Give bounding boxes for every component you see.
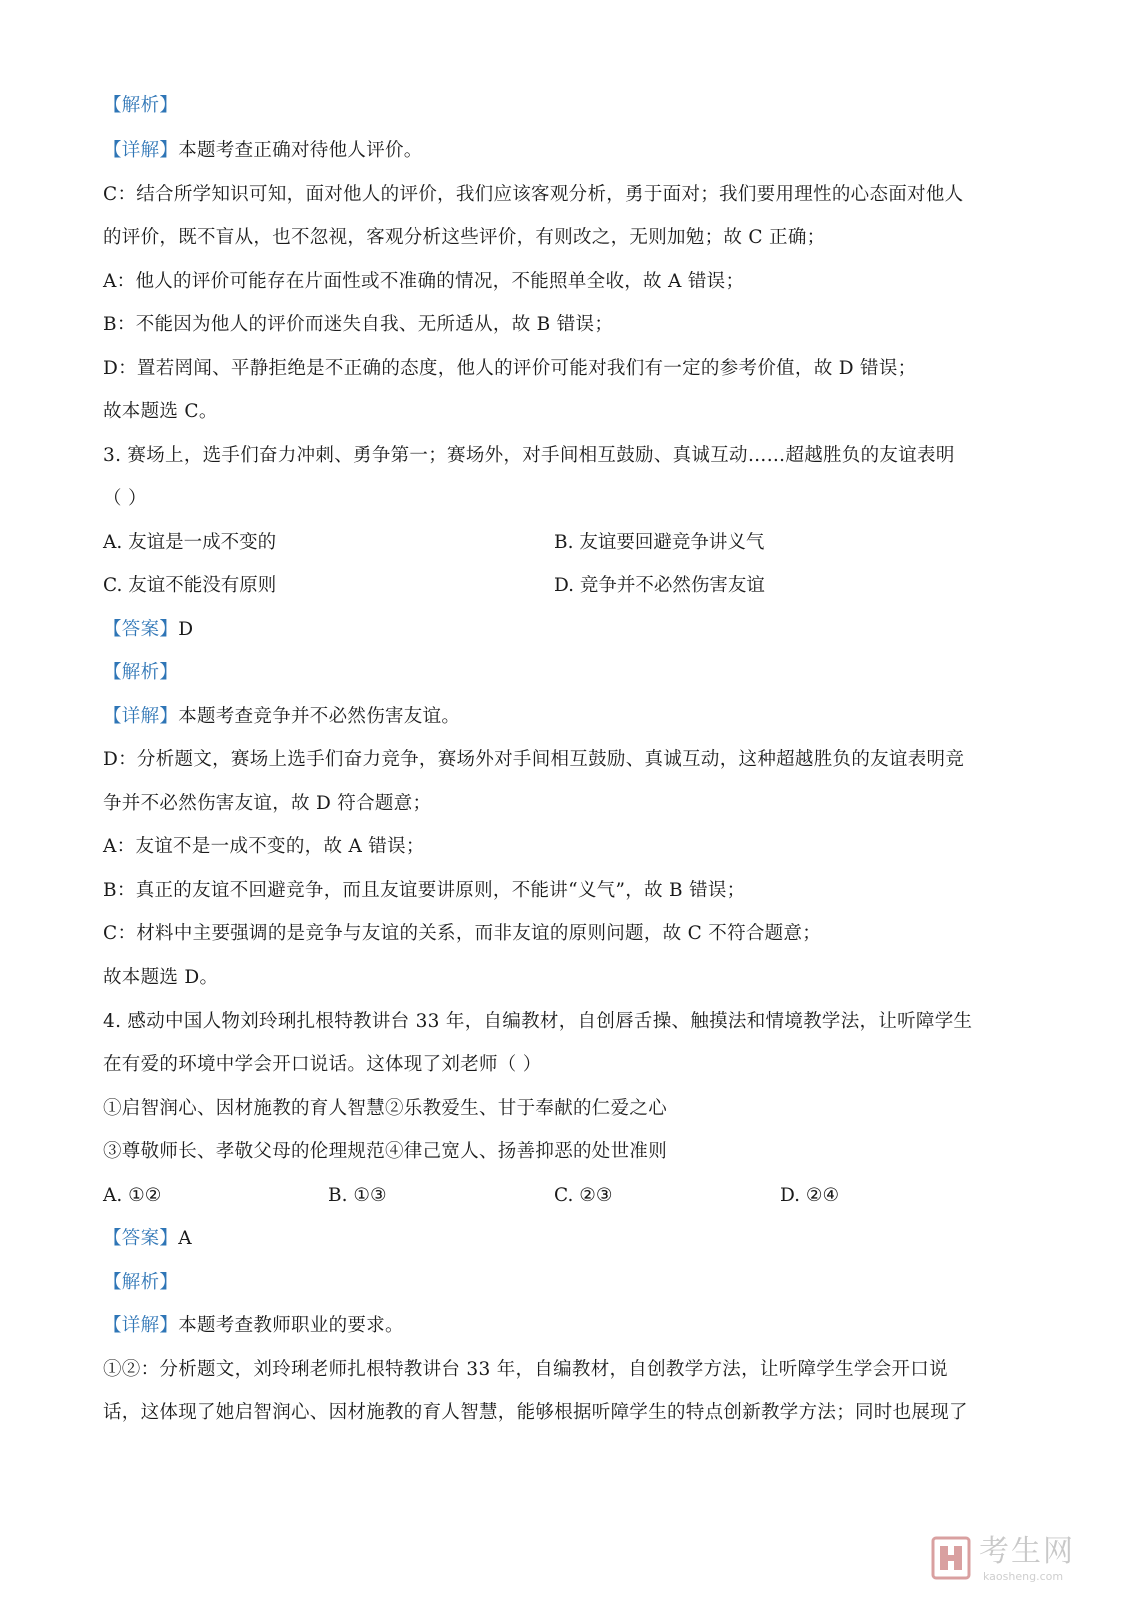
detail-tag: 【详解】 xyxy=(103,140,179,161)
detail-text: 本题考查正确对待他人评价。 xyxy=(178,140,423,161)
answer-tag: 【答案】 xyxy=(103,1228,179,1249)
q4-option-d: D. ②④ xyxy=(780,1185,840,1206)
question-3-stem: 3. 赛场上，选手们奋力冲刺、勇争第一；赛场外，对手间相互鼓励、真诚互动……超越胜负的友谊表明 xyxy=(103,445,955,466)
explanation-line: C：材料中主要强调的是竞争与友谊的关系，而非友谊的原则问题，故 C 不符合题意； xyxy=(103,923,822,944)
detail-paragraph xyxy=(103,139,423,163)
q4-option-b: B. ①③ xyxy=(328,1185,387,1206)
detail-text: 本题考查竞争并不必然伤害友谊。 xyxy=(178,706,461,727)
explanation-line: A：友谊不是一成不变的，故 A 错误； xyxy=(103,836,425,857)
watermark-text: 考生网 xyxy=(979,1534,1075,1569)
conclusion-line: 故本题选 D。 xyxy=(103,967,219,988)
answer-line xyxy=(103,618,193,642)
detail-tag: 【详解】 xyxy=(103,1315,179,1336)
explanation-line: A：他人的评价可能存在片面性或不准确的情况，不能照单全收，故 A 错误； xyxy=(103,271,745,292)
answer-value: D xyxy=(178,619,194,640)
question-3-blank: （ ） xyxy=(103,488,147,509)
explanation-line: 话，这体现了她启智润心、因材施教的育人智慧，能够根据听障学生的特点创新教学方法；同时也展现了 xyxy=(103,1402,968,1423)
analysis-tag: 【解析】 xyxy=(103,662,179,683)
conclusion-line: 故本题选 C。 xyxy=(103,401,218,422)
detail-tag: 【详解】 xyxy=(103,706,179,727)
question-4-stem: 4. 感动中国人物刘玲琍扎根特教讲台 33 年，自编教材，自创唇舌操、触摸法和情境教学法，让听障学生 xyxy=(103,1011,973,1032)
answer-value: A xyxy=(178,1228,192,1249)
question-4-items: ①启智润心、因材施教的育人智慧②乐教爱生、甘于奉献的仁爱之心 xyxy=(103,1098,668,1119)
answer-tag: 【答案】 xyxy=(103,619,179,640)
explanation-line: B：不能因为他人的评价而迷失自我、无所适从，故 B 错误； xyxy=(103,314,614,335)
explanation-line: C：结合所学知识可知，面对他人的评价，我们应该客观分析，勇于面对；我们要用理性的心态面对他人 xyxy=(103,184,964,205)
detail-paragraph xyxy=(103,705,460,729)
answer-line xyxy=(103,1227,192,1251)
explanation-line: D：置若罔闻、平静拒绝是不正确的态度，他人的评价可能对我们有一定的参考价值，故 D 错误； xyxy=(103,358,917,379)
q4-option-a: A. ①② xyxy=(103,1185,162,1206)
q3-option-a: A. 友谊是一成不变的 xyxy=(103,532,277,553)
q3-option-b: B. 友谊要回避竞争讲义气 xyxy=(554,532,765,553)
explanation-line: ①②：分析题文，刘玲琍老师扎根特教讲台 33 年，自编教材，自创教学方法，让听障学生学会开口说 xyxy=(103,1359,948,1380)
watermark xyxy=(931,1532,1111,1588)
kaosheng-logo-icon xyxy=(931,1536,971,1580)
explanation-line: B：真正的友谊不回避竞争，而且友谊要讲原则，不能讲“义气”，故 B 错误； xyxy=(103,880,746,901)
analysis-tag: 【解析】 xyxy=(103,95,179,116)
q3-option-d: D. 竞争并不必然伤害友谊 xyxy=(554,575,765,596)
question-4-stem: 在有爱的环境中学会开口说话。这体现了刘老师（ ） xyxy=(103,1054,542,1075)
q3-option-c: C. 友谊不能没有原则 xyxy=(103,575,277,596)
question-4-items: ③尊敬师长、孝敬父母的伦理规范④律己宽人、扬善抑恶的处世准则 xyxy=(103,1141,668,1162)
detail-text: 本题考查教师职业的要求。 xyxy=(178,1315,404,1336)
explanation-line: D：分析题文，赛场上选手们奋力竞争，赛场外对手间相互鼓励、真诚互动，这种超越胜负的友谊表明竞 xyxy=(103,749,965,770)
watermark-url: kaosheng.com xyxy=(983,1570,1064,1583)
explanation-line: 的评价，既不盲从，也不忽视，客观分析这些评价，有则改之，无则加勉；故 C 正确； xyxy=(103,227,826,248)
explanation-line: 争并不必然伤害友谊，故 D 符合题意； xyxy=(103,793,432,814)
q4-option-c: C. ②③ xyxy=(554,1185,613,1206)
analysis-tag: 【解析】 xyxy=(103,1272,179,1293)
detail-paragraph xyxy=(103,1314,404,1338)
